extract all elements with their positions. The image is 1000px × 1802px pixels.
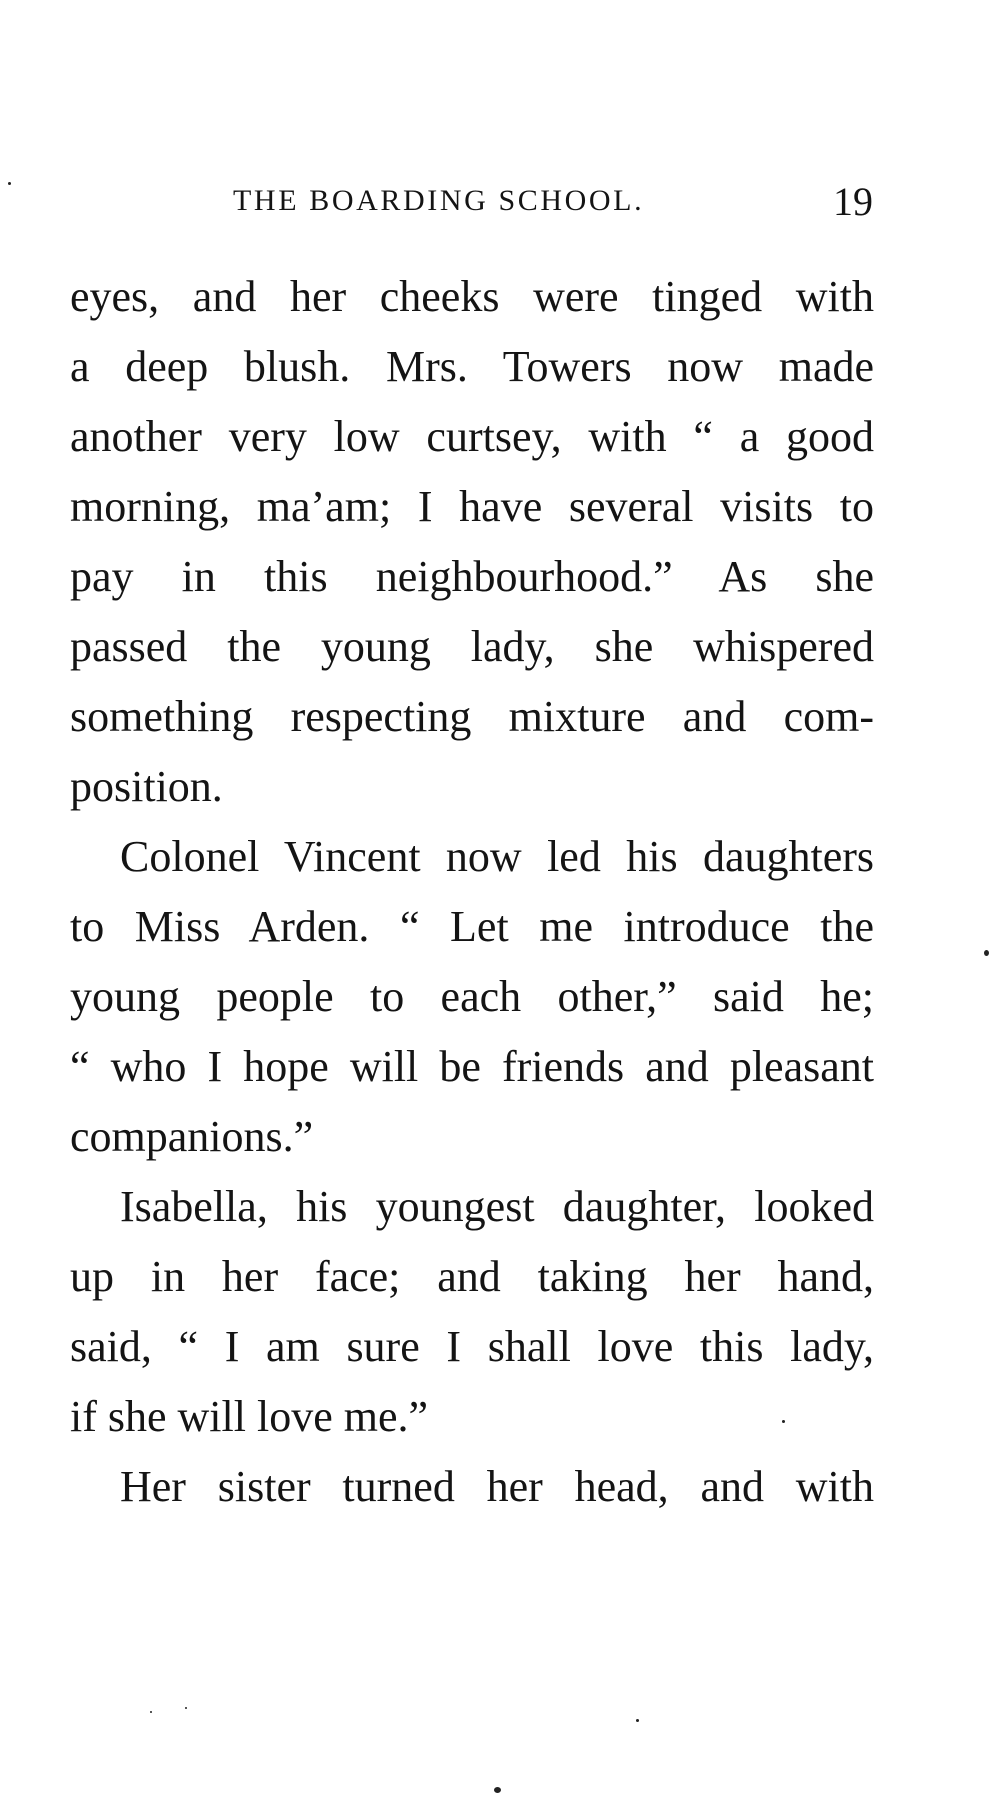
text-line: passed the young lady, she whispered: [70, 622, 874, 671]
body-text: [70, 262, 874, 1522]
text-line: to Miss Arden. “ Let me introduce the: [70, 902, 874, 951]
text-line: “ who I hope will be friends and pleasant: [70, 1042, 874, 1091]
text-line: up in her face; and taking her hand,: [70, 1252, 874, 1301]
paragraph-first-line: Isabella, his youngest daughter, looked: [120, 1182, 874, 1231]
text-line: a deep blush. Mrs. Towers now made: [70, 342, 874, 391]
ink-speck: [984, 950, 989, 956]
ink-speck: [8, 182, 11, 185]
text-line: young people to each other,” said he;: [70, 972, 874, 1021]
ink-speck: [782, 1420, 785, 1423]
text-line: eyes, and her cheeks were tinged with: [70, 272, 874, 321]
running-title: THE BOARDING SCHOOL.: [233, 184, 645, 217]
ink-speck: [636, 1719, 639, 1722]
text-line: if she will love me.”: [70, 1392, 429, 1441]
text-line: something respecting mixture and com-: [70, 692, 874, 741]
text-line: companions.”: [70, 1112, 314, 1161]
ink-speck: [494, 1787, 501, 1793]
text-line: another very low curtsey, with “ a good: [70, 412, 874, 461]
running-head: [233, 178, 873, 228]
text-line: morning, ma’am; I have several visits to: [70, 482, 874, 531]
paragraph-first-line: Colonel Vincent now led his daughters: [120, 832, 874, 881]
text-line: said, “ I am sure I shall love this lady,: [70, 1322, 874, 1371]
text-line: position.: [70, 762, 223, 811]
ink-speck: [185, 1707, 187, 1709]
ink-speck: [150, 1711, 152, 1713]
paragraph-first-line: Her sister turned her head, and with: [120, 1462, 874, 1511]
page-number: 19: [833, 179, 873, 224]
text-line: pay in this neighbourhood.” As she: [70, 552, 874, 601]
